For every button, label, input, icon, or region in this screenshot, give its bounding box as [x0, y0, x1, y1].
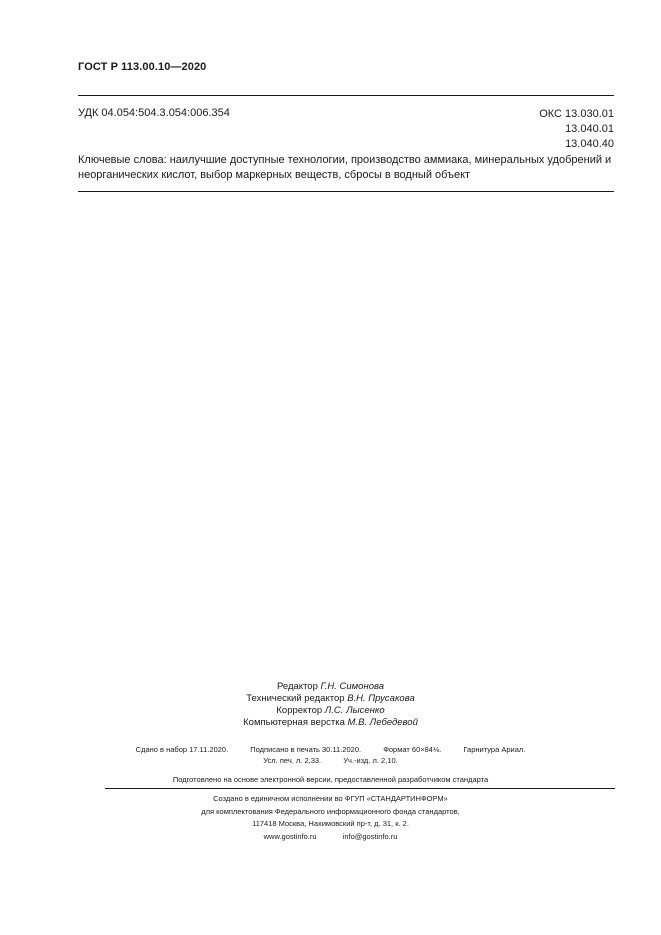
udc-code: УДК 04.054:504.3.054:006.354: [78, 107, 230, 119]
print-info-row: [0, 745, 661, 754]
oks-code-line: 13.040.01: [565, 123, 614, 135]
credit-name: Л.С. Лысенко: [324, 705, 385, 716]
email-link[interactable]: info@gostinfo.ru: [342, 831, 398, 841]
typeface: Гарнитура Ариал.: [463, 745, 526, 754]
credit-name: М.В. Лебедевой: [347, 717, 418, 728]
oks-code-line: 13.040.40: [565, 138, 614, 150]
oks-codes: [539, 107, 614, 152]
print-sheets-row: [0, 756, 661, 765]
publisher-address: 117418 Москва, Нахимовский пр-т, д. 31, к. 2.: [252, 819, 409, 828]
credit-role: Компьютерная верстка: [243, 717, 345, 728]
footer-divider: [105, 788, 615, 789]
edition-sheets: Уч.-изд. л. 2,10.: [343, 756, 398, 765]
prepared-note: Подготовлено на основе электронной версии, предоставленной разработчиком стандарта: [172, 775, 489, 784]
publisher-info: [0, 793, 661, 843]
keywords-text: Ключевые слова: наилучшие доступные технологии, производство аммиака, минеральных удобрений и неорганических кислот, выбор маркерных веществ, сбросы в водный объект: [78, 154, 612, 181]
credit-name: В.Н. Прусакова: [347, 693, 415, 704]
oks-code-line: ОКС 13.030.01: [539, 108, 614, 120]
credit-name: Г.Н. Симонова: [320, 681, 385, 692]
publisher-line: для комплектования Федерального информационного фонда стандартов,: [201, 806, 460, 816]
credit-technical-editor: [0, 693, 661, 705]
paper-format: Формат 60×84⅛.: [383, 745, 442, 754]
website-link[interactable]: www.gostinfo.ru: [263, 831, 317, 841]
print-sheets: Усл. печ. л. 2,33.: [263, 756, 322, 765]
credit-role: Технический редактор: [246, 693, 345, 704]
editorial-credits: [0, 681, 661, 729]
publisher-contacts: [0, 831, 661, 844]
credit-editor: [0, 681, 661, 693]
credit-layout: [0, 717, 661, 729]
publisher-line: Создано в единичном исполнении во ФГУП «СТАНДАРТИНФОРМ»: [213, 794, 448, 803]
credit-role: Корректор: [276, 705, 323, 716]
keywords-divider: [78, 191, 614, 192]
signed-date: Подписано в печать 30.11.2020.: [250, 745, 362, 754]
header-divider: [78, 95, 614, 96]
submitted-date: Сдано в набор 17.11.2020.: [135, 745, 229, 754]
document-code: ГОСТ Р 113.00.10—2020: [78, 61, 207, 73]
credit-role: Редактор: [276, 681, 318, 692]
credit-proofreader: [0, 705, 661, 717]
